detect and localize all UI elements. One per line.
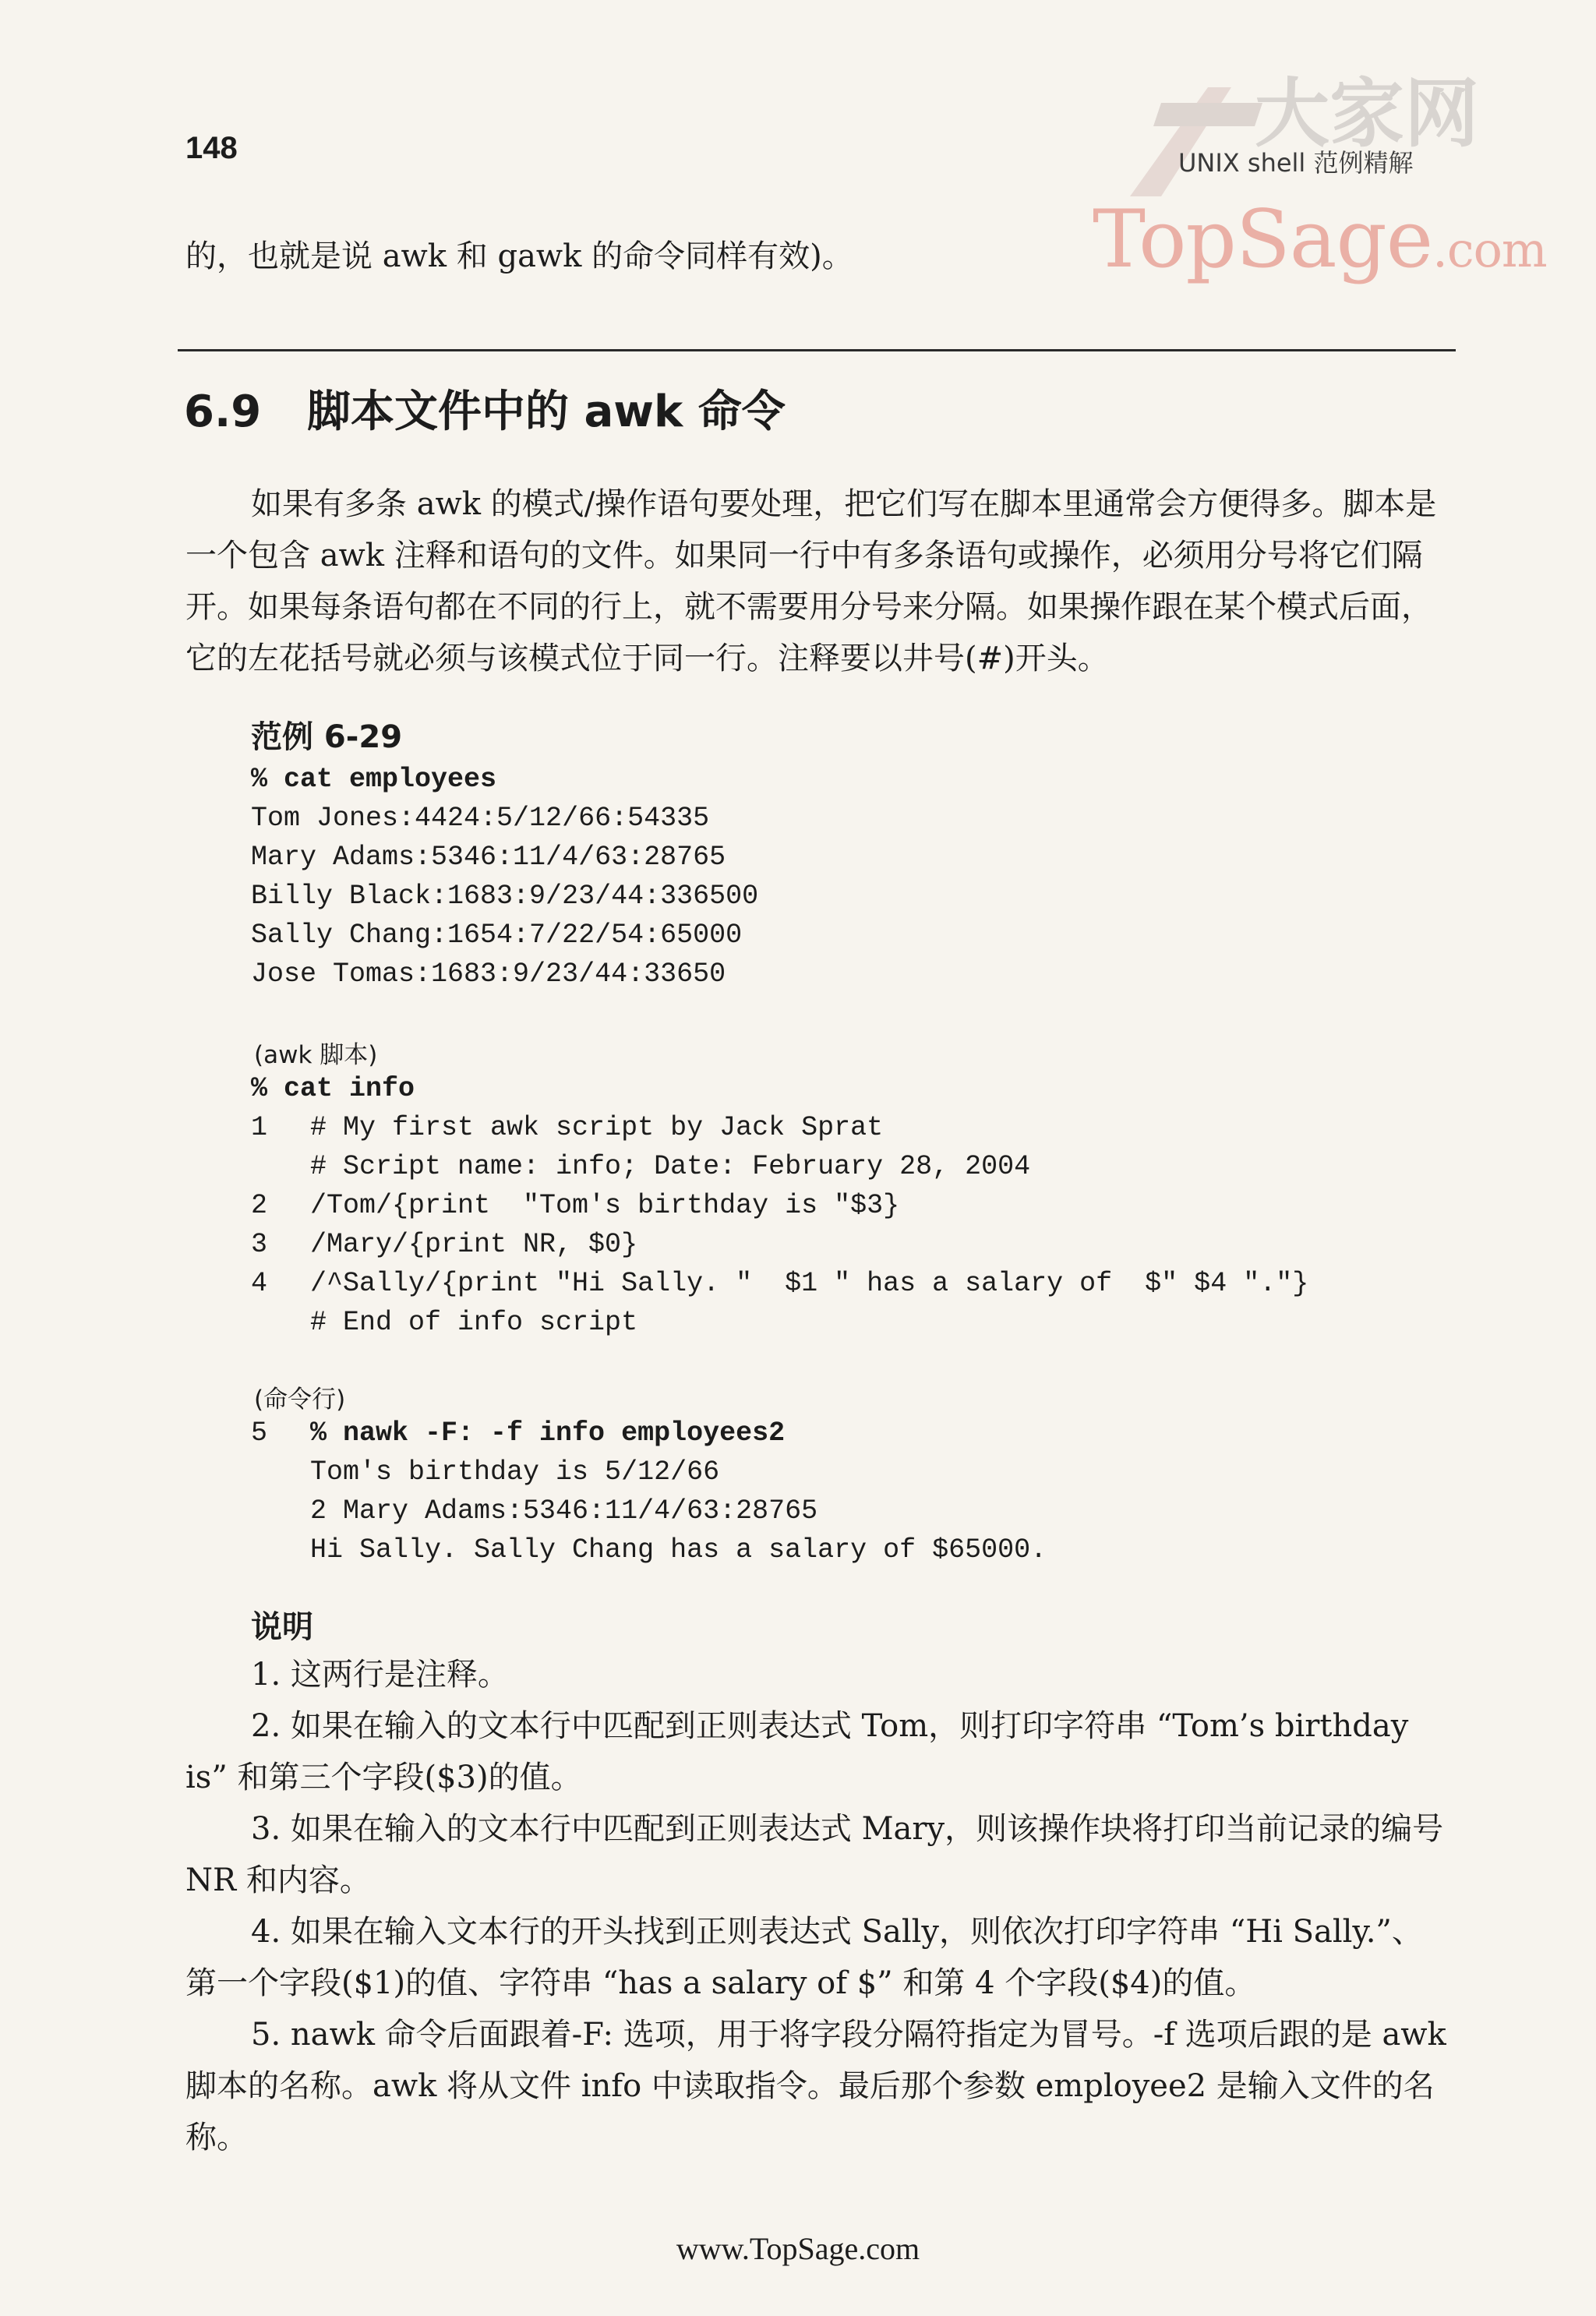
- cat-info-command: [251, 1069, 415, 1108]
- continuation-text: 的，也就是说 awk 和 gawk 的命令同样有效)。: [185, 238, 853, 274]
- running-header: UNIX shell 范例精解: [1178, 148, 1414, 178]
- line-number: 3: [251, 1229, 268, 1260]
- nawk-command: % nawk -F: -f info employees2: [310, 1417, 786, 1449]
- nawk-command-output: [310, 1414, 1047, 1569]
- script-line: /Mary/{print NR, $0}: [310, 1229, 638, 1260]
- script-line: # Script name: info; Date: February 28, 2004: [310, 1151, 1031, 1182]
- line-number: 2: [251, 1190, 268, 1221]
- cmd-line-number: 5: [251, 1417, 268, 1449]
- section-divider: [178, 349, 1456, 351]
- line-number: 4: [251, 1268, 268, 1299]
- explanation-item: 5. nawk 命令后面跟着-F: 选项，用于将字段分隔符指定为冒号。-f 选项后跟的是 awk 脚本的名称。awk 将从文件 info 中读取指令。最后那个参数 employee2 是输入文件的名称。: [185, 2017, 1446, 2155]
- section-number: 6.9: [184, 387, 262, 437]
- employee-record: Sally Chang:1654:7/22/54:65000: [251, 920, 743, 951]
- example-title: 范例 6-29: [251, 719, 403, 755]
- intro-line: 一个包含 awk 注释和语句的文件。如果同一行中有多条语句或操作，必须用分号将它们隔: [185, 538, 1423, 574]
- explanation-item: 4. 如果在输入文本行的开头找到正则表达式 Sally，则依次打印字符串 “Hi Sally.”、第一个字段($1)的值、字符串 “has a salary of $” 和第 4 个字段($4)的值。: [185, 1914, 1423, 2001]
- script-line: # End of info script: [310, 1307, 638, 1338]
- script-line: /Tom/{print "Tom's birthday is "$3}: [310, 1190, 900, 1221]
- topsage-logo-icon: [1114, 72, 1270, 204]
- cmdline-label: (命令行): [254, 1386, 346, 1414]
- explanation-title: 说明: [251, 1609, 313, 1645]
- watermark-url-main: TopSage: [1093, 193, 1433, 286]
- intro-line: 它的左花括号就必须与该模式位于同一行。注释要以井号(#)开头。: [185, 641, 1109, 676]
- info-script: [310, 1108, 1308, 1342]
- explanation-item: 2. 如果在输入的文本行中匹配到正则表达式 Tom，则打印字符串 “Tom’s birthday is” 和第三个字段($3)的值。: [185, 1708, 1409, 1795]
- watermark-url: [1093, 193, 1547, 286]
- intro-paragraph: [185, 478, 1451, 684]
- output-line: 2 Mary Adams:5346:11/4/63:28765: [310, 1495, 818, 1527]
- employee-record: Mary Adams:5346:11/4/63:28765: [251, 842, 726, 873]
- explanation-item: 1. 这两行是注释。: [251, 1657, 509, 1693]
- employee-record: Billy Black:1683:9/23/44:336500: [251, 881, 759, 912]
- script-line: # My first awk script by Jack Sprat: [310, 1112, 884, 1143]
- intro-line: 如果有多条 awk 的模式/操作语句要处理，把它们写在脚本里通常会方便得多。脚本是: [251, 486, 1437, 522]
- employee-record: Tom Jones:4424:5/12/66:54335: [251, 803, 710, 834]
- script-line: /^Sally/{print "Hi Sally. " $1 " has a salary of $" $4 "."}: [310, 1268, 1309, 1299]
- explanation-list: [185, 1649, 1451, 2163]
- explanation-item: 3. 如果在输入的文本行中匹配到正则表达式 Mary，则该操作块将打印当前记录的编号 NR 和内容。: [185, 1811, 1444, 1898]
- line-number: 1: [251, 1112, 268, 1143]
- cat-employees-command: % cat employees: [251, 764, 497, 795]
- section-heading: [184, 377, 786, 440]
- intro-line: 开。如果每条语句都在不同的行上，就不需要用分号来分隔。如果操作跟在某个模式后面，: [185, 589, 1432, 625]
- output-line: Hi Sally. Sally Chang has a salary of $65000.: [310, 1534, 1047, 1566]
- output-line: Tom's birthday is 5/12/66: [310, 1456, 720, 1488]
- footer-url: www.TopSage.com: [676, 2231, 920, 2266]
- section-title: 脚本文件中的 awk 命令: [307, 387, 786, 437]
- script-line-numbers: [251, 1108, 267, 1303]
- page-number: 148: [185, 131, 238, 165]
- employees-listing: [251, 760, 758, 994]
- script-label: (awk 脚本): [254, 1041, 378, 1069]
- watermark-url-tld: .com: [1432, 221, 1547, 278]
- employee-record: Jose Tomas:1683:9/23/44:33650: [251, 959, 726, 990]
- watermark-site-name: 大家网: [1255, 70, 1479, 157]
- cat-info-command-text: % cat info: [251, 1073, 415, 1104]
